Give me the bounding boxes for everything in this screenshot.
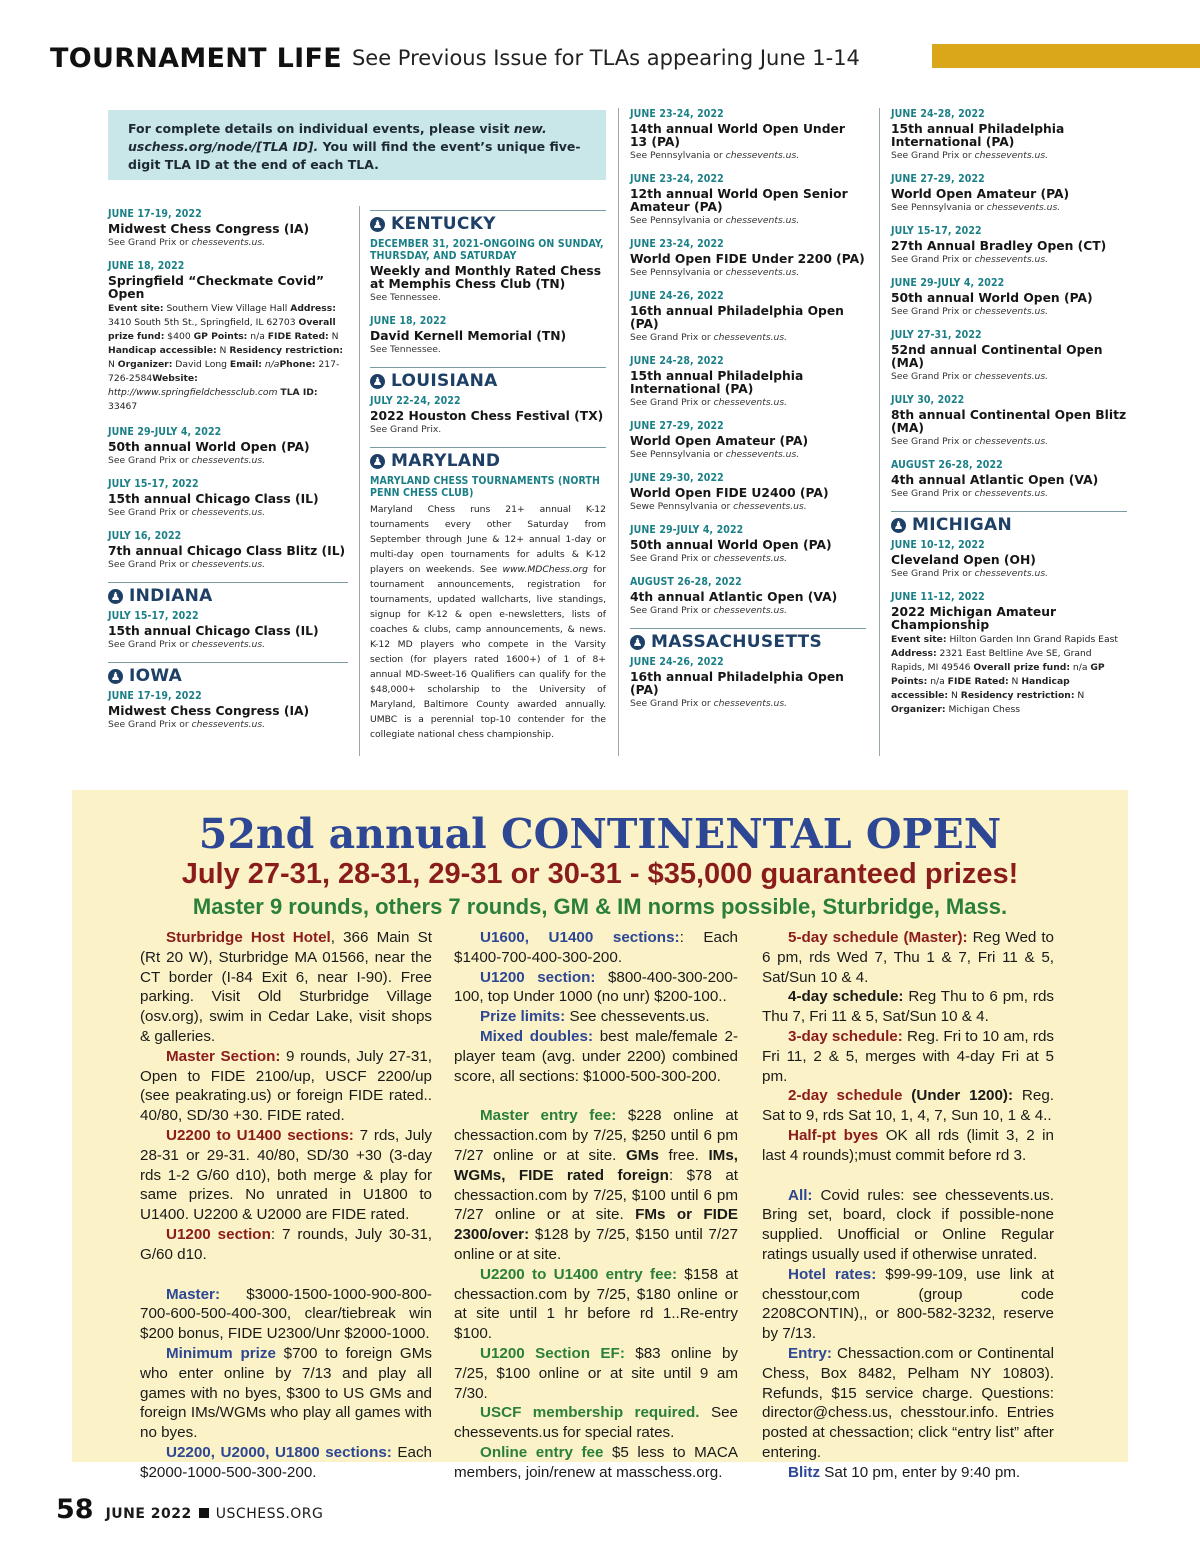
event-note: See Pennsylvania or chessevents.us. <box>630 449 800 460</box>
event-name: 50th annual World Open (PA) <box>891 291 1093 305</box>
chess-piece-icon: ♟ <box>891 518 906 533</box>
tla-entry <box>891 173 1127 213</box>
event-name: 50th annual World Open (PA) <box>108 440 310 454</box>
page-header <box>50 38 860 78</box>
event-detail: Event site: Southern View Village Hall Address: 3410 South 5th St., Springfield, IL 62703 Overall prize fund: $400 GP Points: n/a FIDE Rated: N Handicap accessible: N Residency restriction: N Organizer: David Long Email: n/aPhone: 217-726-2584Website: http://www.springfieldchessclub.com TLA ID: 33467 <box>108 303 344 412</box>
event-name: Midwest Chess Congress (IA) <box>108 704 310 718</box>
tla-entry <box>630 576 866 616</box>
column-divider <box>618 108 619 756</box>
ad-column-1 <box>140 928 432 1483</box>
ad-paragraph: Half-pt byes OK all rds (limit 3, 2 in last 4 rounds);must commit before rd 3. <box>762 1126 1054 1164</box>
event-note: See Grand Prix. <box>370 424 442 435</box>
event-name: 16th annual Philadelphia Open (PA) <box>630 670 844 697</box>
event-date: JULY 15-17, 2022 <box>108 610 199 622</box>
event-website-link[interactable]: http://www.springfieldchessclub.com <box>108 387 281 398</box>
event-note: See Grand Prix or chessevents.us. <box>891 150 1049 161</box>
event-name: World Open Amateur (PA) <box>630 434 809 448</box>
tla-entry <box>630 524 866 564</box>
event-name: 2022 Houston Chess Festival (TX) <box>370 409 604 423</box>
ad-paragraph: All: Covid rules: see chessevents.us. Bring set, board, clock if possible-none supplied. Unofficial or Online Regular ratings usually used if otherwise unrated. <box>762 1186 1054 1263</box>
state-heading-iowa: ♟ IOWA <box>108 662 348 686</box>
event-note: See Grand Prix or chessevents.us. <box>108 639 266 650</box>
event-note: See Pennsylvania or chessevents.us. <box>891 202 1061 213</box>
info-url[interactable]: new. uschess.org/node/[TLA ID]. <box>128 121 547 154</box>
ad-paragraph: 3-day schedule: Reg. Fri to 10 am, rds Fri 11, 2 & 5, merges with 4-day Fri at 5 pm. <box>762 1027 1054 1085</box>
column-divider <box>359 206 360 756</box>
chess-piece-icon: ♟ <box>108 669 123 684</box>
event-date: AUGUST 26-28, 2022 <box>891 459 1003 471</box>
header-accent-bar <box>932 44 1200 68</box>
ad-paragraph: Blitz Sat 10 pm, enter by 9:40 pm. <box>788 1463 1021 1481</box>
page-number: 58 <box>56 1494 94 1525</box>
event-note: See Grand Prix or chessevents.us. <box>108 559 266 570</box>
section-subtitle: See Previous Issue for TLAs appearing June 1-14 <box>351 46 860 70</box>
event-note: See Grand Prix or chessevents.us. <box>108 455 266 466</box>
event-date: DECEMBER 31, 2021-ONGOING ON SUNDAY, THURSDAY, AND SATURDAY <box>370 238 604 262</box>
ad-paragraph: Entry: Chessaction.com or Continental Chess, Box 8482, Pelham NY 10803). Refunds, $15 service charge. Questions: director@chess.us, chesstour.info. Entries posted at chessaction; click “entry list” after entering. <box>762 1344 1054 1461</box>
ad-paragraph: 4-day schedule: Reg Thu to 6 pm, rds Thu 7, Fri 11 & 5, Sat/Sun 10 & 4. <box>762 988 1054 1026</box>
event-date: JUNE 27-29, 2022 <box>891 173 985 185</box>
event-name: 12th annual World Open Senior Amateur (PA) <box>630 187 848 214</box>
column-1 <box>108 208 348 742</box>
ad-column-3 <box>762 928 1054 1483</box>
event-name: David Kernell Memorial (TN) <box>370 329 567 343</box>
chess-piece-icon: ♟ <box>630 635 645 650</box>
event-name: Weekly and Monthly Rated Chess at Memphis Chess Club (TN) <box>370 264 602 291</box>
event-note: See Tennessee. <box>370 344 441 355</box>
tla-entry <box>630 290 866 343</box>
tla-entry <box>108 690 348 730</box>
tla-entry <box>630 355 866 408</box>
event-date: AUGUST 26-28, 2022 <box>630 576 742 588</box>
event-date: JUNE 29-JULY 4, 2022 <box>891 277 1005 289</box>
event-date: JULY 15-17, 2022 <box>108 478 199 490</box>
ad-dates-prizes: July 27-31, 28-31, 29-31 or 30-31 - $35,000 guaranteed prizes! <box>181 858 1019 890</box>
state-heading-kentucky: ♟ KENTUCKY <box>370 210 606 234</box>
event-detail: Event site: Hilton Garden Inn Grand Rapids East Address: 2321 East Beltline Ave SE, Grand Rapids, MI 49546 Overall prize fund: n/a GP Points: n/a FIDE Rated: N Handicap accessible: N Residency restriction: N Organizer: Michigan Chess <box>891 634 1118 715</box>
tla-entry <box>630 420 866 460</box>
ad-paragraph: Mixed doubles: best male/female 2-player team (avg. under 2200) combined score, all sections: $1000-500-300-200. <box>454 1027 739 1085</box>
event-date: JULY 15-17, 2022 <box>891 225 982 237</box>
tla-entry <box>108 208 348 248</box>
ad-paragraph: U1200 Section EF: $83 online by 7/25, $100 online or at site until 9 am 7/30. <box>454 1344 738 1402</box>
event-name: 15th annual Chicago Class (IL) <box>108 492 319 506</box>
tla-entry <box>891 459 1127 499</box>
tla-entry <box>630 472 866 512</box>
tla-entry <box>891 225 1127 265</box>
event-date: JUNE 24-26, 2022 <box>630 290 724 302</box>
event-date: JUNE 24-28, 2022 <box>891 108 985 120</box>
event-date: JUNE 27-29, 2022 <box>630 420 724 432</box>
event-note: See Grand Prix or chessevents.us. <box>891 488 1049 499</box>
event-date: JUNE 29-JULY 4, 2022 <box>630 524 744 536</box>
column-4 <box>891 108 1127 717</box>
ad-title: 52nd annual CONTINENTAL OPEN <box>198 810 1002 858</box>
page-footer <box>56 1494 323 1525</box>
tla-entry <box>108 478 348 518</box>
event-date: MARYLAND CHESS TOURNAMENTS (NORTH PENN CHESS CLUB) <box>370 475 600 499</box>
event-date: JUNE 29-30, 2022 <box>630 472 724 484</box>
event-note: See Pennsylvania or chessevents.us. <box>630 150 800 161</box>
issue-month: JUNE 2022 <box>105 1506 192 1522</box>
event-name: 4th annual Atlantic Open (VA) <box>630 590 838 604</box>
tla-entry <box>630 173 866 226</box>
maryland-description: Maryland Chess runs 21+ annual K-12 tournaments every other Saturday from September through June & 12+ annual 1-day or multi-day open tournaments for adults & K-12 players on weekends. See www.MDChess.org for tournament announcements, registration for tournaments, updated wallcharts, live standings, signup for K-12 & open e-newsletters, lists of coaches & clubs, camp announcements, & news. K-12 MD players who compete in the Varsity section (for players rated 1600+) of 1 of 8+ annual MD-Sweet-16 Qualifiers can qualify for the $48,000+ scholarship to the University of Maryland, Baltimore County awarded annually. UMBC is a perennial top-10 contender for the collegiate national chess championship. <box>370 504 606 740</box>
state-heading-michigan: ♟ MICHIGAN <box>891 511 1127 535</box>
event-date: JUNE 24-26, 2022 <box>630 656 724 668</box>
event-note: See Grand Prix or chessevents.us. <box>891 306 1049 317</box>
event-name: 2022 Michigan Amateur Championship <box>891 605 1057 632</box>
tla-entry <box>891 539 1127 579</box>
state-heading-massachusetts: ♟ MASSACHUSETTS <box>630 628 866 652</box>
event-note: See Tennessee. <box>370 292 441 303</box>
event-note: See Grand Prix or chessevents.us. <box>891 436 1049 447</box>
tla-entry <box>630 108 866 161</box>
event-date: JUNE 17-19, 2022 <box>108 690 202 702</box>
square-bullet-icon <box>199 1508 209 1518</box>
event-name: World Open FIDE U2400 (PA) <box>630 486 829 500</box>
event-note: See Grand Prix or chessevents.us. <box>891 254 1049 265</box>
tla-entry <box>630 656 866 709</box>
tla-entry <box>370 315 606 355</box>
event-date: JUNE 18, 2022 <box>370 315 447 327</box>
continental-open-ad <box>72 790 1128 1481</box>
ad-format: Master 9 rounds, others 7 rounds, GM & IM norms possible, Sturbridge, Mass. <box>192 894 1008 919</box>
ad-paragraph: Sturbridge Host Hotel, 366 Main St (Rt 20 W), Sturbridge MA 01566, near the CT border (I-84 Exit 6, near I-90). Free parking. Visit Old Sturbridge Village (osv.org), swim in Cedar Lake, visit shops & galleries. <box>140 929 432 1045</box>
site-name: USCHESS.ORG <box>215 1506 324 1522</box>
event-date: JUNE 23-24, 2022 <box>630 108 724 120</box>
event-note: Sewe Pennsylvania or chessevents.us. <box>630 501 807 512</box>
ad-paragraph: U1600, U1400 sections:: Each $1400-700-400-300-200. <box>454 929 738 966</box>
event-date: JULY 16, 2022 <box>108 530 182 542</box>
tla-entry <box>108 260 348 414</box>
info-text: For complete details on individual events, please visit <box>128 121 514 136</box>
event-date: JUNE 23-24, 2022 <box>630 173 724 185</box>
event-date: JUNE 18, 2022 <box>108 260 185 272</box>
chess-piece-icon: ♟ <box>370 217 385 232</box>
ad-column-2 <box>454 928 738 1483</box>
event-name: 27th Annual Bradley Open (CT) <box>891 239 1107 253</box>
event-date: JULY 22-24, 2022 <box>370 395 461 407</box>
column-divider <box>879 108 880 756</box>
event-note: See Grand Prix or chessevents.us. <box>108 719 266 730</box>
ad-paragraph: U1200 section: 7 rounds, July 30-31, G/60 d10. <box>140 1225 432 1263</box>
event-note: See Grand Prix or chessevents.us. <box>630 397 788 408</box>
event-name: Springfield “Checkmate Covid” Open <box>108 274 325 301</box>
tla-entry <box>891 329 1127 382</box>
column-2 <box>370 206 606 754</box>
event-name: 14th annual World Open Under 13 (PA) <box>630 122 845 149</box>
event-name: 50th annual World Open (PA) <box>630 538 832 552</box>
ad-paragraph: U1200 section: $800-400-300-200-100, top Under 1000 (no unr) $200-100.. <box>454 968 738 1006</box>
event-note: See Grand Prix or chessevents.us. <box>630 332 788 343</box>
tla-entry <box>891 277 1127 317</box>
state-heading-indiana: ♟ INDIANA <box>108 582 348 606</box>
section-title: TOURNAMENT LIFE <box>50 42 342 74</box>
ad-paragraph: Master entry fee: $228 online at chessaction.com by 7/25, $250 until 6 pm 7/27 online or at site. GMs free. IMs, WGMs, FIDE rated foreign: $78 at chessaction.com by 7/25, $100 until 6 pm 7/27 online or at site. FMs or FIDE 2300/over: $128 by 7/25, $150 until 7/27 online or at site. <box>454 1107 739 1263</box>
event-date: JUNE 17-19, 2022 <box>108 208 202 220</box>
ad-paragraph: USCF membership required. See chessevents.us for special rates. <box>454 1404 738 1442</box>
info-box <box>108 110 606 180</box>
event-note: See Grand Prix or chessevents.us. <box>108 237 266 248</box>
tla-entry <box>891 591 1127 717</box>
event-note: See Grand Prix or chessevents.us. <box>108 507 266 518</box>
event-note: See Grand Prix or chessevents.us. <box>630 605 788 616</box>
mdchess-link[interactable]: www.MDChess.org <box>502 564 588 575</box>
event-name: 8th annual Continental Open Blitz (MA) <box>891 408 1127 435</box>
tla-entry <box>891 108 1127 161</box>
chess-piece-icon: ♟ <box>370 454 385 469</box>
chess-piece-icon: ♟ <box>108 589 123 604</box>
ad-paragraph: 5-day schedule (Master): Reg Wed to 6 pm, rds Wed 7, Thu 1 & 7, Fri 11 & 5, Sat/Sun 10 & 4. <box>762 929 1054 986</box>
event-name: 52nd annual Continental Open (MA) <box>891 343 1103 370</box>
tla-entry <box>370 475 606 742</box>
chess-piece-icon: ♟ <box>370 374 385 389</box>
event-date: JUNE 11-12, 2022 <box>891 591 985 603</box>
ad-paragraph: U2200, U2000, U1800 sections: Each $2000-1000-500-300-200. <box>140 1443 432 1481</box>
event-note: See Pennsylvania or chessevents.us. <box>630 215 800 226</box>
event-name: World Open FIDE Under 2200 (PA) <box>630 252 865 266</box>
ad-paragraph: Minimum prize $700 to foreign GMs who enter online by 7/13 and play all games with no byes, $300 to US GMs and foreign IMs/WGMs who play all games with no byes. <box>140 1344 432 1442</box>
tla-entry <box>108 610 348 650</box>
tla-entry <box>370 238 606 303</box>
event-note: See Grand Prix or chessevents.us. <box>891 568 1049 579</box>
ad-paragraph: Hotel rates: $99-99-109, use link at chesstour,com (group code 2208CONTIN),, or 800-582-3232, reserve by 7/13. <box>762 1265 1054 1343</box>
event-name: Midwest Chess Congress (IA) <box>108 222 310 236</box>
event-name: 15th annual Philadelphia International (PA) <box>891 122 1065 149</box>
event-name: 16th annual Philadelphia Open (PA) <box>630 304 844 331</box>
event-note: See Grand Prix or chessevents.us. <box>891 371 1049 382</box>
state-heading-maryland: ♟ MARYLAND <box>370 447 606 471</box>
info-text-2: You will find the event’s unique five-digit TLA ID at the end of each TLA. <box>128 139 581 172</box>
event-date: JUNE 24-28, 2022 <box>630 355 724 367</box>
event-note: See Grand Prix or chessevents.us. <box>630 553 788 564</box>
ad-paragraph: U2200 to U1400 sections: 7 rds, July 28-31 or 29-31. 40/80, SD/30 +30 (3-day rds 1-2 G/60 d10), both merge & play for same prizes. No unrated in U1800 to U1400. U2200 & U2000 are FIDE rated. <box>140 1126 432 1224</box>
event-date: JUNE 10-12, 2022 <box>891 539 985 551</box>
tla-entry <box>108 530 348 570</box>
event-name: Cleveland Open (OH) <box>891 553 1036 567</box>
tla-entry <box>630 238 866 278</box>
event-note: See Pennsylvania or chessevents.us. <box>630 267 800 278</box>
column-3 <box>630 108 866 721</box>
tla-entry <box>108 426 348 466</box>
ad-paragraph: 2-day schedule (Under 1200): Reg. Sat to 9, rds Sat 10, 1, 4, 7, Sun 10, 1 & 4.. <box>762 1087 1054 1125</box>
ad-paragraph: Prize limits: See chessevents.us. <box>480 1008 710 1026</box>
event-name: World Open Amateur (PA) <box>891 187 1070 201</box>
event-name: 15th annual Chicago Class (IL) <box>108 624 319 638</box>
event-date: JULY 27-31, 2022 <box>891 329 982 341</box>
ad-paragraph: Online entry fee $5 less to MACA members, join/renew at masschess.org. <box>454 1443 738 1481</box>
event-name: 4th annual Atlantic Open (VA) <box>891 473 1099 487</box>
state-heading-louisiana: ♟ LOUISIANA <box>370 367 606 391</box>
ad-paragraph: U2200 to U1400 entry fee: $158 at chessaction.com by 7/25, $180 online or at site until 1 hr before rd 1..Re-entry $100. <box>454 1265 738 1343</box>
tla-entry <box>370 395 606 435</box>
ad-paragraph: Master: $3000-1500-1000-900-800-700-600-500-400-300, clear/tiebreak win $200 bonus, FIDE U2300/Unr $2000-1000. <box>140 1285 432 1343</box>
tla-entry <box>891 394 1127 447</box>
event-date: JUNE 29-JULY 4, 2022 <box>108 426 222 438</box>
event-name: 15th annual Philadelphia International (PA) <box>630 369 804 396</box>
event-note: See Grand Prix or chessevents.us. <box>630 698 788 709</box>
event-date: JUNE 23-24, 2022 <box>630 238 724 250</box>
event-date: JULY 30, 2022 <box>891 394 965 406</box>
event-name: 7th annual Chicago Class Blitz (IL) <box>108 544 346 558</box>
ad-paragraph: Master Section: 9 rounds, July 27-31, Open to FIDE 2100/up, USCF 2200/up (see peakrating.us) or foreign FIDE rated.. 40/80, SD/30 +30. FIDE rated. <box>140 1047 432 1125</box>
